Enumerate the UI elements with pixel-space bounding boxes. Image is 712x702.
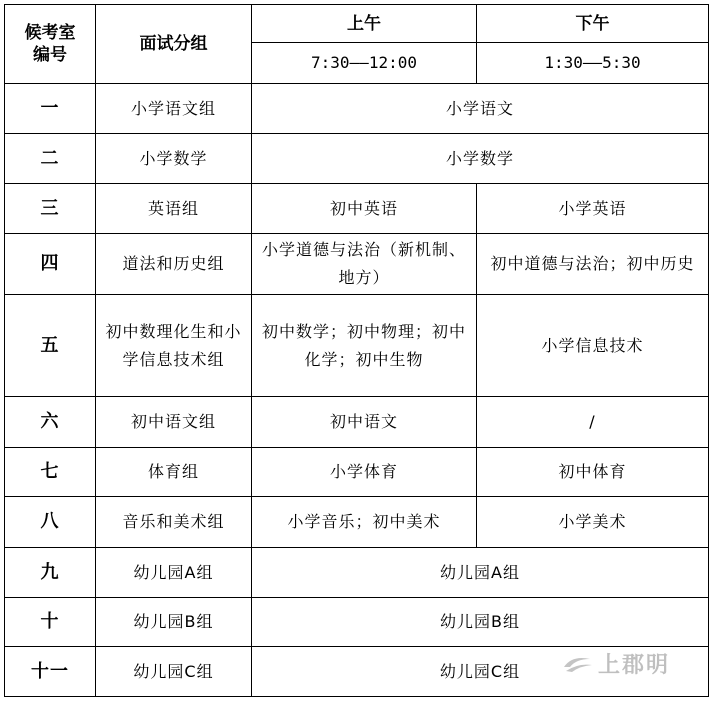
header-afternoon-time: 1:30——5:30 — [477, 43, 709, 84]
room-number: 四 — [5, 234, 96, 295]
subject-afternoon: 小学信息技术 — [477, 295, 709, 397]
watermark — [562, 648, 670, 679]
subject-afternoon: / — [477, 397, 709, 448]
table-row — [5, 397, 709, 448]
subject-afternoon: 初中体育 — [477, 448, 709, 497]
room-number: 七 — [5, 448, 96, 497]
group-name: 幼儿园C组 — [96, 647, 252, 697]
room-number: 十一 — [5, 647, 96, 697]
subject-merged: 幼儿园B组 — [252, 598, 709, 647]
subject-merged: 小学语文 — [252, 84, 709, 134]
subject-morning: 小学体育 — [252, 448, 477, 497]
header-morning-time: 7:30——12:00 — [252, 43, 477, 84]
group-name: 体育组 — [96, 448, 252, 497]
header-afternoon: 下午 — [477, 5, 709, 43]
group-name: 道法和历史组 — [96, 234, 252, 295]
group-name: 幼儿园A组 — [96, 548, 252, 598]
header-interview-group: 面试分组 — [96, 5, 252, 84]
subject-morning: 初中英语 — [252, 184, 477, 234]
group-name: 小学语文组 — [96, 84, 252, 134]
watermark-text: 上郡明 — [598, 653, 671, 678]
subject-afternoon: 小学美术 — [477, 497, 709, 548]
table-row — [5, 295, 709, 397]
room-number: 三 — [5, 184, 96, 234]
logo-swoosh-icon — [562, 653, 594, 675]
subject-morning: 初中数学；初中物理；初中化学；初中生物 — [252, 295, 477, 397]
interview-schedule-table — [4, 4, 709, 697]
subject-merged: 幼儿园A组 — [252, 548, 709, 598]
subject-merged: 幼儿园C组 — [252, 647, 709, 697]
group-name: 初中语文组 — [96, 397, 252, 448]
table-row — [5, 448, 709, 497]
header-room-number: 候考室 编号 — [5, 5, 96, 84]
room-number: 六 — [5, 397, 96, 448]
subject-morning: 初中语文 — [252, 397, 477, 448]
table-row — [5, 234, 709, 295]
room-number: 九 — [5, 548, 96, 598]
group-name: 小学数学 — [96, 134, 252, 184]
subject-afternoon: 初中道德与法治；初中历史 — [477, 234, 709, 295]
room-number: 二 — [5, 134, 96, 184]
table-row — [5, 184, 709, 234]
subject-merged: 小学数学 — [252, 134, 709, 184]
group-name: 音乐和美术组 — [96, 497, 252, 548]
table-row — [5, 497, 709, 548]
subject-morning: 小学音乐；初中美术 — [252, 497, 477, 548]
table-row — [5, 84, 709, 134]
table-row — [5, 134, 709, 184]
group-name: 英语组 — [96, 184, 252, 234]
subject-morning: 小学道德与法治（新机制、地方） — [252, 234, 477, 295]
room-number: 八 — [5, 497, 96, 548]
header-morning: 上午 — [252, 5, 477, 43]
table-row — [5, 598, 709, 647]
table-row — [5, 548, 709, 598]
room-number: 十 — [5, 598, 96, 647]
subject-afternoon: 小学英语 — [477, 184, 709, 234]
group-name: 初中数理化生和小学信息技术组 — [96, 295, 252, 397]
group-name: 幼儿园B组 — [96, 598, 252, 647]
room-number: 一 — [5, 84, 96, 134]
room-number: 五 — [5, 295, 96, 397]
